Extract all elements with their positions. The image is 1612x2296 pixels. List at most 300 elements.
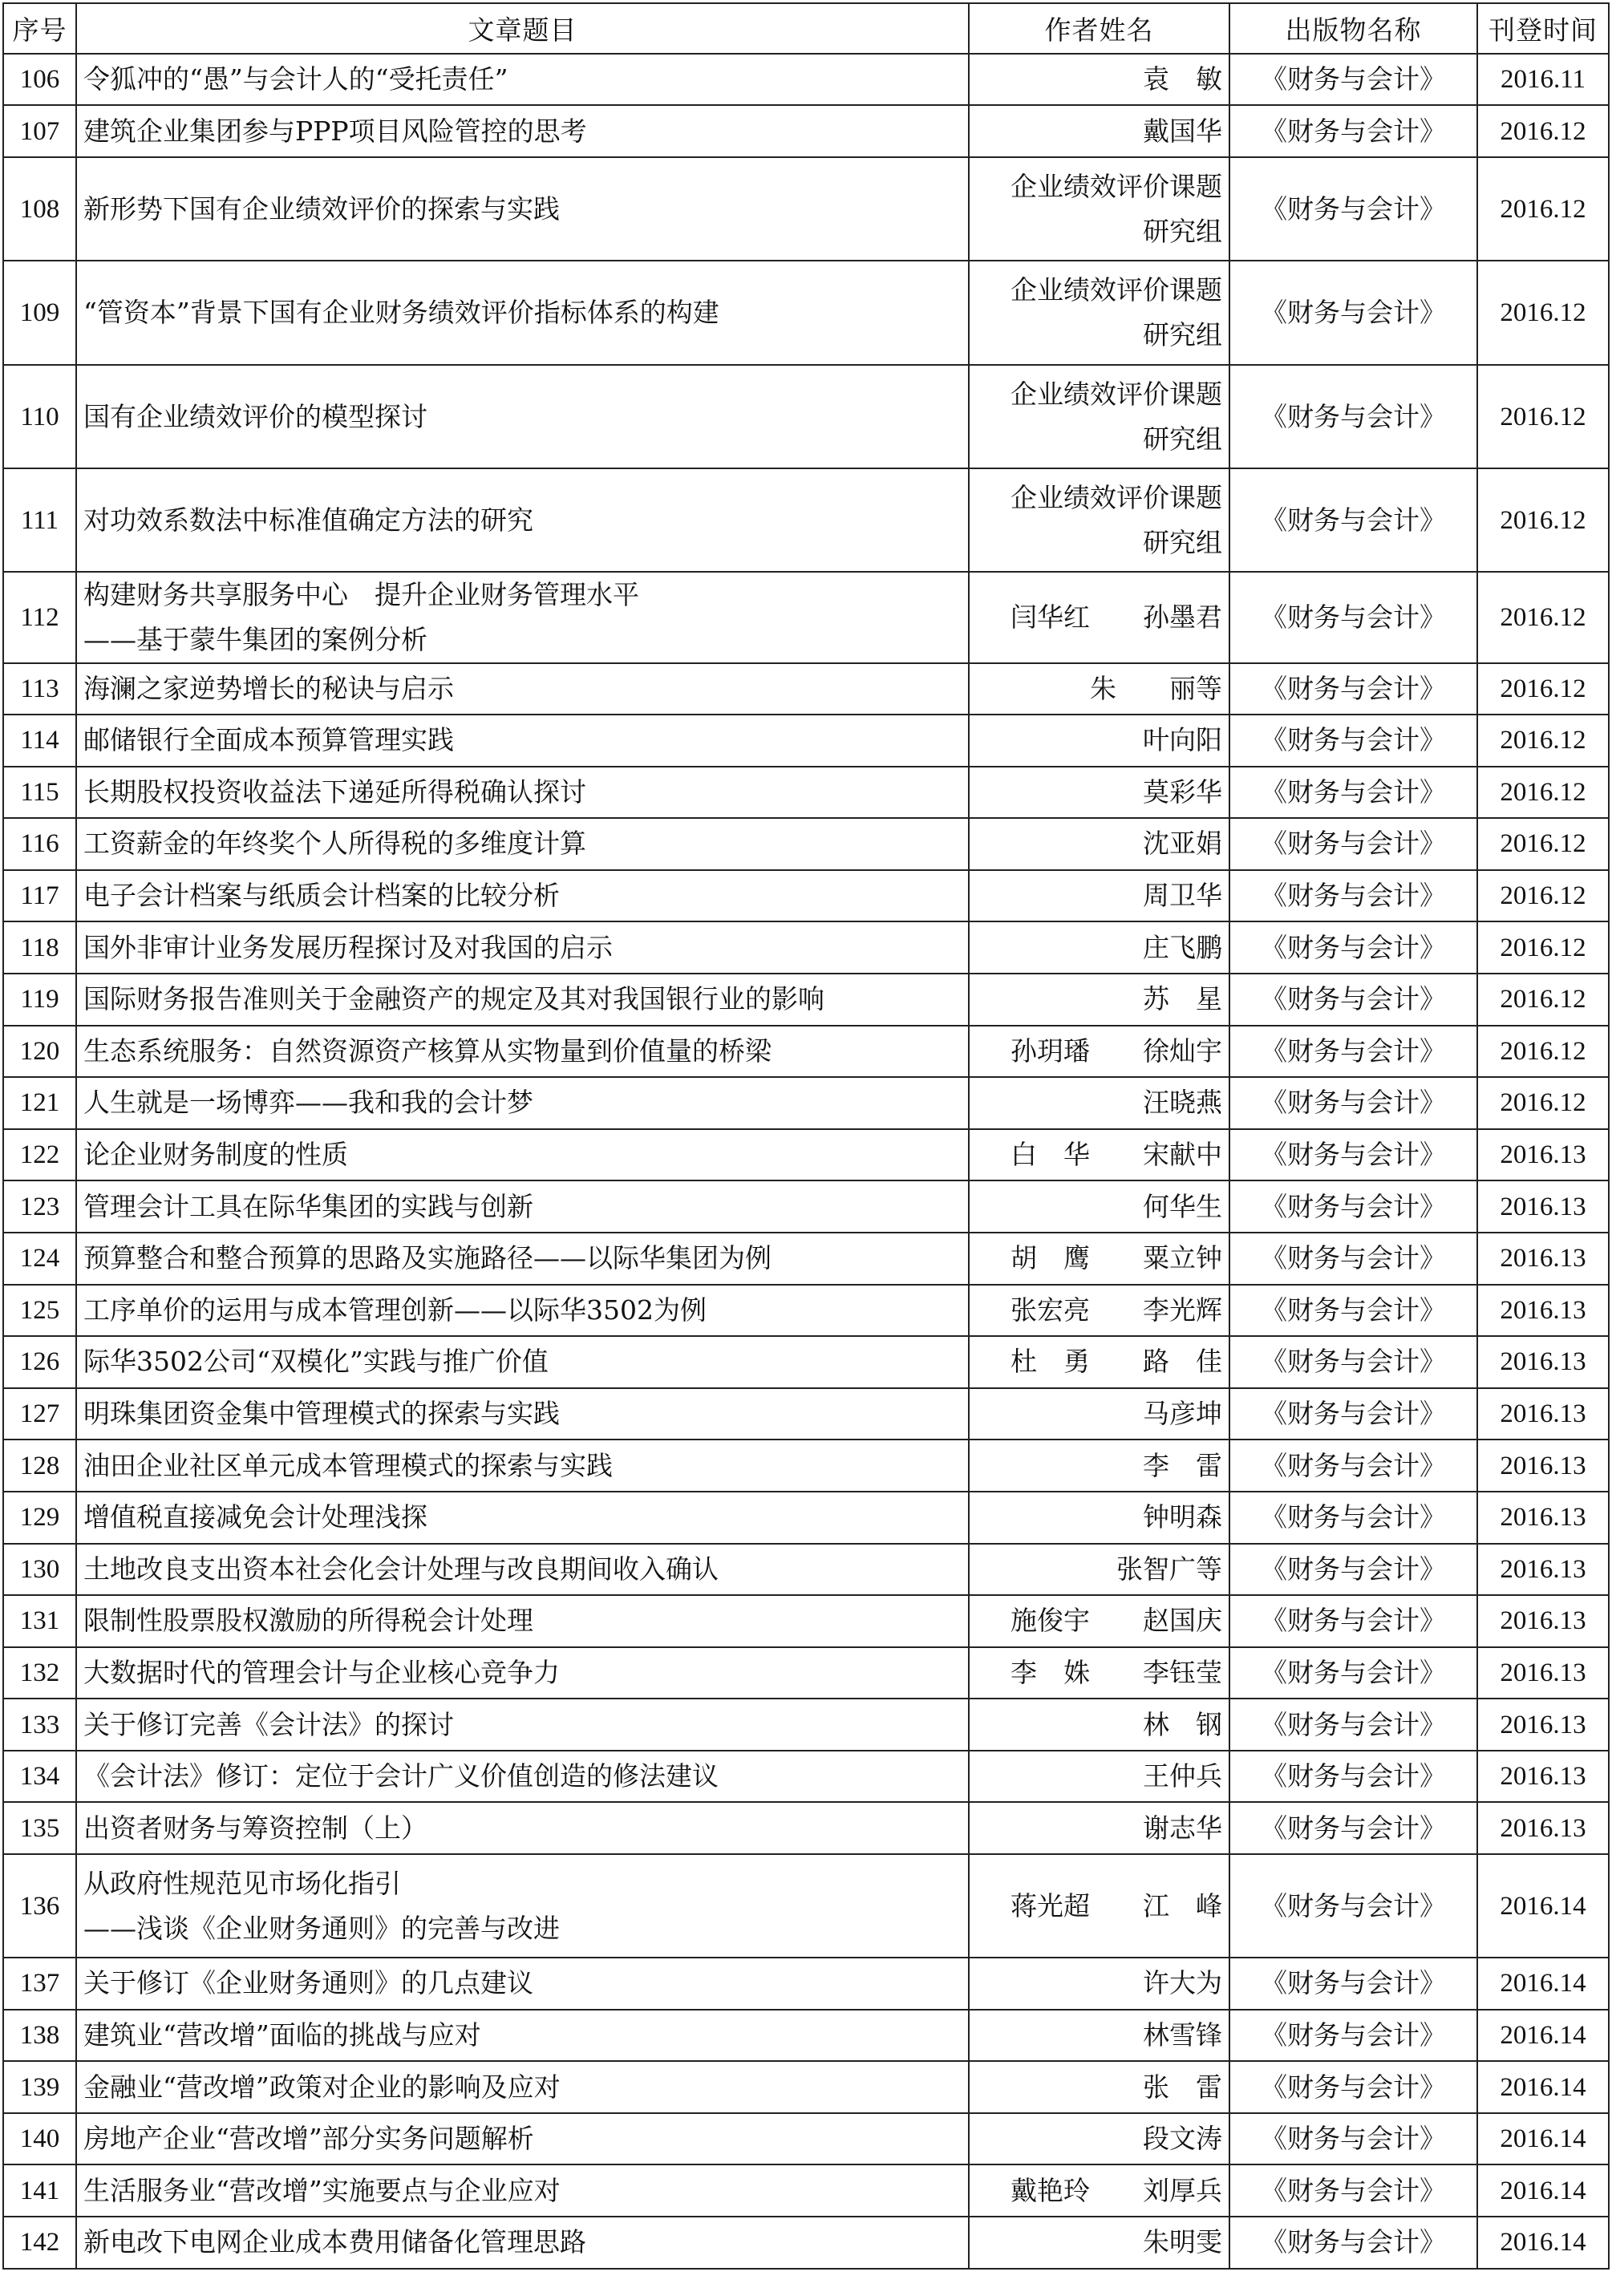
author-name-line: 叶向阳 [1143, 724, 1222, 756]
article-title-line: ——基于蒙牛集团的案例分析 [83, 624, 427, 655]
author-name [969, 572, 1229, 663]
author-name-line: 戴国华 [1143, 115, 1222, 147]
row-number: 122 [3, 1129, 76, 1181]
publish-date: 2016.11 [1477, 54, 1609, 105]
author-name [969, 1854, 1229, 1958]
author-name [969, 1544, 1229, 1596]
publication-name: 《财务与会计》 [1229, 1129, 1477, 1181]
article-title [76, 1699, 969, 1751]
article-title-line: 从政府性规范见市场化指引 [83, 1867, 401, 1899]
article-title-line: 工资薪金的年终奖个人所得税的多维度计算 [83, 828, 586, 860]
table-row [3, 1285, 1609, 1337]
article-title [76, 105, 969, 157]
article-title-line: 生态系统服务：自然资源资产核算从实物量到价值量的桥梁 [83, 1035, 772, 1067]
publish-date: 2016.13 [1477, 1699, 1609, 1751]
article-title-line: 对功效系数法中标准值确定方法的研究 [83, 504, 533, 536]
row-number: 125 [3, 1285, 76, 1337]
publish-date: 2016.12 [1477, 921, 1609, 974]
publish-date: 2016.12 [1477, 572, 1609, 663]
row-number: 131 [3, 1595, 76, 1647]
author-name [969, 54, 1229, 105]
author-name [969, 1233, 1229, 1285]
article-title [76, 1802, 969, 1854]
publish-date: 2016.12 [1477, 767, 1609, 819]
article-title [76, 1751, 969, 1803]
author-name [969, 1129, 1229, 1181]
publish-date: 2016.13 [1477, 1233, 1609, 1285]
header-row [3, 3, 1609, 54]
row-number: 115 [3, 767, 76, 819]
publish-date: 2016.14 [1477, 1958, 1609, 2010]
publish-date: 2016.13 [1477, 1129, 1609, 1181]
author-name-line: 林雪锋 [1143, 2019, 1222, 2051]
author-name-line: 段文涛 [1143, 2123, 1222, 2155]
table-row [3, 1595, 1609, 1647]
author-name [969, 663, 1229, 715]
article-title [76, 1492, 969, 1544]
publish-date: 2016.12 [1477, 365, 1609, 468]
publication-name: 《财务与会计》 [1229, 1544, 1477, 1596]
publication-name: 《财务与会计》 [1229, 2061, 1477, 2113]
row-number: 106 [3, 54, 76, 105]
publication-name: 《财务与会计》 [1229, 1285, 1477, 1337]
publish-date: 2016.14 [1477, 2217, 1609, 2269]
header-num: 序号 [3, 3, 76, 54]
table-row [3, 1802, 1609, 1854]
author-name-line: 企业绩效评价课题 [1011, 170, 1222, 202]
article-title-line: 建筑业“营改增”面临的挑战与应对 [83, 2019, 481, 2051]
table-row [3, 1129, 1609, 1181]
author-name-line: 朱 丽等 [1090, 673, 1222, 704]
author-name-line: 沈亚娟 [1143, 828, 1222, 860]
row-number: 139 [3, 2061, 76, 2113]
article-title-line: 预算整合和整合预算的思路及实施路径——以际华集团为例 [83, 1242, 772, 1274]
author-name [969, 1595, 1229, 1647]
article-title-line: 金融业“营改增”政策对企业的影响及应对 [83, 2071, 561, 2103]
article-title [76, 1595, 969, 1647]
author-name-line: 莫彩华 [1143, 775, 1222, 808]
row-number: 137 [3, 1958, 76, 2010]
table-row [3, 1492, 1609, 1544]
article-title [76, 715, 969, 767]
author-name-line: 研究组 [1143, 423, 1222, 455]
article-title-line: 论企业财务制度的性质 [83, 1139, 348, 1171]
table-row [3, 870, 1609, 922]
publish-date: 2016.12 [1477, 468, 1609, 572]
publication-name: 《财务与会计》 [1229, 2164, 1477, 2217]
author-name-line: 研究组 [1143, 526, 1222, 558]
row-number: 134 [3, 1751, 76, 1803]
publish-date: 2016.12 [1477, 261, 1609, 365]
article-title [76, 2164, 969, 2217]
article-title-line: 限制性股票股权激励的所得税会计处理 [83, 1605, 533, 1637]
table-row [3, 54, 1609, 105]
publish-date: 2016.14 [1477, 2010, 1609, 2062]
publish-date: 2016.13 [1477, 1492, 1609, 1544]
publication-name: 《财务与会计》 [1229, 105, 1477, 157]
publication-name: 《财务与会计》 [1229, 1492, 1477, 1544]
article-title [76, 870, 969, 922]
author-name [969, 1802, 1229, 1854]
article-title-line: 构建财务共享服务中心 提升企业财务管理水平 [83, 579, 639, 610]
author-name-line: 林 钢 [1143, 1708, 1222, 1740]
article-title [76, 1180, 969, 1233]
row-number: 136 [3, 1854, 76, 1958]
author-name [969, 1336, 1229, 1388]
author-name-line: 苏 星 [1143, 983, 1222, 1015]
author-name-line: 许大为 [1143, 1967, 1222, 1999]
table-row [3, 261, 1609, 365]
publication-name: 《财务与会计》 [1229, 1751, 1477, 1803]
article-title [76, 1854, 969, 1958]
author-name [969, 1077, 1229, 1129]
table-row [3, 2010, 1609, 2062]
row-number: 121 [3, 1077, 76, 1129]
publication-name: 《财务与会计》 [1229, 818, 1477, 870]
publication-name: 《财务与会计》 [1229, 663, 1477, 715]
publish-date: 2016.13 [1477, 1595, 1609, 1647]
author-name [969, 1647, 1229, 1699]
publication-name: 《财务与会计》 [1229, 572, 1477, 663]
row-number: 120 [3, 1026, 76, 1078]
author-name-line: 施俊宇 赵国庆 [1011, 1605, 1222, 1637]
publication-name: 《财务与会计》 [1229, 1440, 1477, 1492]
author-name-line: 汪晓燕 [1143, 1087, 1222, 1119]
author-name [969, 1026, 1229, 1078]
article-title [76, 261, 969, 365]
publish-date: 2016.13 [1477, 1180, 1609, 1233]
row-number: 113 [3, 663, 76, 715]
article-title-line: 海澜之家逆势增长的秘诀与启示 [83, 673, 454, 704]
publication-name: 《财务与会计》 [1229, 767, 1477, 819]
publication-name: 《财务与会计》 [1229, 1958, 1477, 2010]
table-row [3, 921, 1609, 974]
author-name-line: 张智广等 [1116, 1553, 1222, 1585]
author-name [969, 1388, 1229, 1440]
author-name-line: 张宏亮 李光辉 [1011, 1294, 1222, 1326]
publication-name: 《财务与会计》 [1229, 2113, 1477, 2165]
table-row [3, 1388, 1609, 1440]
author-name-line: 研究组 [1143, 319, 1222, 350]
author-name [969, 2010, 1229, 2062]
article-title-line: 明珠集团资金集中管理模式的探索与实践 [83, 1398, 560, 1430]
article-title-line: “管资本”背景下国有企业财务绩效评价指标体系的构建 [83, 297, 719, 328]
table-row [3, 974, 1609, 1026]
author-name [969, 105, 1229, 157]
row-number: 123 [3, 1180, 76, 1233]
publish-date: 2016.12 [1477, 818, 1609, 870]
author-name [969, 1492, 1229, 1544]
author-name-line: 白 华 宋献中 [1011, 1139, 1222, 1171]
table-row [3, 1854, 1609, 1958]
publication-name: 《财务与会计》 [1229, 1077, 1477, 1129]
author-name-line: 马彦坤 [1143, 1398, 1222, 1430]
article-title-line: 房地产企业“营改增”部分实务问题解析 [83, 2123, 534, 2155]
row-number: 116 [3, 818, 76, 870]
author-name-line: 张 雷 [1143, 2071, 1222, 2103]
row-number: 110 [3, 365, 76, 468]
row-number: 109 [3, 261, 76, 365]
table-row [3, 572, 1609, 663]
author-name-line: 李 姝 李钰莹 [1011, 1656, 1222, 1688]
publish-date: 2016.13 [1477, 1544, 1609, 1596]
author-name-line: 企业绩效评价课题 [1011, 274, 1222, 306]
publish-date: 2016.12 [1477, 157, 1609, 261]
publication-name: 《财务与会计》 [1229, 157, 1477, 261]
publish-date: 2016.14 [1477, 1854, 1609, 1958]
article-title-line: 管理会计工具在际华集团的实践与创新 [83, 1190, 533, 1222]
header-title: 文章题目 [76, 3, 969, 54]
publication-name: 《财务与会计》 [1229, 921, 1477, 974]
author-name-line: 企业绩效评价课题 [1011, 481, 1222, 513]
article-title [76, 921, 969, 974]
publish-date: 2016.13 [1477, 1336, 1609, 1388]
author-name-line: 研究组 [1143, 215, 1222, 247]
article-title [76, 1336, 969, 1388]
publish-date: 2016.12 [1477, 870, 1609, 922]
article-title [76, 1388, 969, 1440]
article-title [76, 1077, 969, 1129]
author-name-line: 袁 敏 [1143, 63, 1222, 95]
article-title [76, 157, 969, 261]
publication-name: 《财务与会计》 [1229, 1026, 1477, 1078]
row-number: 130 [3, 1544, 76, 1596]
article-title [76, 365, 969, 468]
author-name-line: 庄飞鹏 [1143, 931, 1222, 963]
table-row [3, 157, 1609, 261]
publication-name: 《财务与会计》 [1229, 54, 1477, 105]
article-title-line: 新电改下电网企业成本费用储备化管理思路 [83, 2226, 586, 2258]
article-title-line: 邮储银行全面成本预算管理实践 [83, 724, 454, 756]
table-row [3, 2113, 1609, 2165]
publication-name: 《财务与会计》 [1229, 715, 1477, 767]
publication-name: 《财务与会计》 [1229, 1699, 1477, 1751]
author-name [969, 818, 1229, 870]
author-name-line: 谢志华 [1143, 1812, 1222, 1844]
author-name-line: 王仲兵 [1143, 1760, 1222, 1792]
author-name-line: 朱明雯 [1143, 2226, 1222, 2258]
publication-name: 《财务与会计》 [1229, 1595, 1477, 1647]
article-title-line: 工序单价的运用与成本管理创新——以际华3502为例 [83, 1294, 707, 1326]
row-number: 135 [3, 1802, 76, 1854]
article-title [76, 468, 969, 572]
article-title-line: 增值税直接减免会计处理浅探 [83, 1501, 427, 1533]
author-name-line: 胡 鹰 粟立钟 [1011, 1242, 1222, 1274]
author-name [969, 767, 1229, 819]
publish-date: 2016.12 [1477, 1026, 1609, 1078]
article-title [76, 663, 969, 715]
author-name [969, 1180, 1229, 1233]
table-body [3, 54, 1609, 2269]
publish-date: 2016.12 [1477, 663, 1609, 715]
author-name-line: 周卫华 [1143, 880, 1222, 912]
article-index-table [2, 2, 1610, 2270]
publish-date: 2016.13 [1477, 1285, 1609, 1337]
row-number: 107 [3, 105, 76, 157]
author-name-line: 蒋光超 江 峰 [1011, 1889, 1222, 1921]
row-number: 108 [3, 157, 76, 261]
article-title-line: 《会计法》修订：定位于会计广义价值创造的修法建议 [83, 1760, 719, 1792]
author-name [969, 1958, 1229, 2010]
table-row [3, 1026, 1609, 1078]
article-title-line: ——浅谈《企业财务通则》的完善与改进 [83, 1912, 560, 1944]
publication-name: 《财务与会计》 [1229, 1854, 1477, 1958]
author-name-line: 闫华红 孙墨君 [1011, 601, 1222, 633]
table-row [3, 468, 1609, 572]
article-title [76, 767, 969, 819]
row-number: 127 [3, 1388, 76, 1440]
header-date: 刊登时间 [1477, 3, 1609, 54]
article-title-line: 电子会计档案与纸质会计档案的比较分析 [83, 880, 560, 912]
table-row [3, 663, 1609, 715]
publish-date: 2016.12 [1477, 715, 1609, 767]
publish-date: 2016.13 [1477, 1802, 1609, 1854]
article-title-line: 令狐冲的“愚”与会计人的“受托责任” [83, 63, 508, 95]
publish-date: 2016.13 [1477, 1751, 1609, 1803]
publish-date: 2016.12 [1477, 1077, 1609, 1129]
publication-name: 《财务与会计》 [1229, 2010, 1477, 2062]
author-name [969, 1751, 1229, 1803]
author-name [969, 1440, 1229, 1492]
article-title-line: 建筑企业集团参与PPP项目风险管控的思考 [83, 115, 587, 147]
row-number: 129 [3, 1492, 76, 1544]
row-number: 133 [3, 1699, 76, 1751]
article-title [76, 1647, 969, 1699]
row-number: 114 [3, 715, 76, 767]
publication-name: 《财务与会计》 [1229, 1802, 1477, 1854]
row-number: 112 [3, 572, 76, 663]
publication-name: 《财务与会计》 [1229, 468, 1477, 572]
article-title-line: 生活服务业“营改增”实施要点与企业应对 [83, 2174, 561, 2206]
article-title [76, 2010, 969, 2062]
publication-name: 《财务与会计》 [1229, 974, 1477, 1026]
article-title [76, 2113, 969, 2165]
author-name-line: 孙玥璠 徐灿宇 [1011, 1035, 1222, 1067]
author-name [969, 2217, 1229, 2269]
table-row [3, 365, 1609, 468]
article-title [76, 2061, 969, 2113]
article-title-line: 油田企业社区单元成本管理模式的探索与实践 [83, 1449, 613, 1481]
table-row [3, 1233, 1609, 1285]
row-number: 117 [3, 870, 76, 922]
publication-name: 《财务与会计》 [1229, 1180, 1477, 1233]
article-title [76, 54, 969, 105]
header-publication: 出版物名称 [1229, 3, 1477, 54]
article-title [76, 1958, 969, 2010]
article-title-line: 关于修订《企业财务通则》的几点建议 [83, 1967, 533, 1999]
author-name [969, 365, 1229, 468]
article-title-line: 新形势下国有企业绩效评价的探索与实践 [83, 192, 560, 225]
article-title-line: 关于修订完善《会计法》的探讨 [83, 1708, 454, 1740]
row-number: 132 [3, 1647, 76, 1699]
article-title [76, 572, 969, 663]
table-row [3, 105, 1609, 157]
author-name-line: 戴艳玲 刘厚兵 [1011, 2174, 1222, 2206]
table-row [3, 1077, 1609, 1129]
author-name [969, 2164, 1229, 2217]
author-name [969, 715, 1229, 767]
author-name [969, 261, 1229, 365]
table-row [3, 1336, 1609, 1388]
publication-name: 《财务与会计》 [1229, 1388, 1477, 1440]
publication-name: 《财务与会计》 [1229, 261, 1477, 365]
article-title-line: 大数据时代的管理会计与企业核心竞争力 [83, 1656, 560, 1688]
article-title [76, 2217, 969, 2269]
author-name [969, 468, 1229, 572]
article-title [76, 1026, 969, 1078]
article-title-line: 人生就是一场博弈——我和我的会计梦 [83, 1087, 533, 1119]
row-number: 142 [3, 2217, 76, 2269]
table-row [3, 2164, 1609, 2217]
publish-date: 2016.13 [1477, 1647, 1609, 1699]
article-title [76, 1129, 969, 1181]
publish-date: 2016.13 [1477, 1388, 1609, 1440]
row-number: 119 [3, 974, 76, 1026]
article-title-line: 出资者财务与筹资控制（上） [83, 1812, 427, 1844]
row-number: 124 [3, 1233, 76, 1285]
author-name-line: 李 雷 [1143, 1449, 1222, 1481]
row-number: 111 [3, 468, 76, 572]
author-name [969, 157, 1229, 261]
author-name [969, 1699, 1229, 1751]
table-row [3, 1180, 1609, 1233]
article-title [76, 818, 969, 870]
row-number: 138 [3, 2010, 76, 2062]
author-name-line: 杜 勇 路 佳 [1011, 1346, 1222, 1378]
author-name [969, 870, 1229, 922]
article-title-line: 长期股权投资收益法下递延所得税确认探讨 [83, 775, 586, 808]
publish-date: 2016.12 [1477, 974, 1609, 1026]
author-name-line: 钟明森 [1143, 1501, 1222, 1533]
article-title [76, 1233, 969, 1285]
table-row [3, 1647, 1609, 1699]
article-title-line: 国外非审计业务发展历程探讨及对我国的启示 [83, 931, 613, 963]
row-number: 118 [3, 921, 76, 974]
author-name [969, 2061, 1229, 2113]
table-row [3, 2061, 1609, 2113]
table-row [3, 818, 1609, 870]
publication-name: 《财务与会计》 [1229, 1233, 1477, 1285]
publish-date: 2016.14 [1477, 2113, 1609, 2165]
row-number: 126 [3, 1336, 76, 1388]
author-name [969, 1285, 1229, 1337]
article-title-line: 国有企业绩效评价的模型探讨 [83, 400, 427, 432]
table-row [3, 1751, 1609, 1803]
article-title [76, 1544, 969, 1596]
article-title [76, 974, 969, 1026]
article-title [76, 1285, 969, 1337]
article-title [76, 1440, 969, 1492]
table-row [3, 1699, 1609, 1751]
publication-name: 《财务与会计》 [1229, 1336, 1477, 1388]
publish-date: 2016.13 [1477, 1440, 1609, 1492]
author-name [969, 2113, 1229, 2165]
author-name-line: 何华生 [1143, 1190, 1222, 1222]
row-number: 128 [3, 1440, 76, 1492]
row-number: 141 [3, 2164, 76, 2217]
author-name [969, 974, 1229, 1026]
article-title-line: 土地改良支出资本社会化会计处理与改良期间收入确认 [83, 1553, 719, 1585]
table-row [3, 715, 1609, 767]
table-row [3, 767, 1609, 819]
author-name [969, 921, 1229, 974]
author-name-line: 企业绩效评价课题 [1011, 378, 1222, 410]
table-row [3, 2217, 1609, 2269]
publish-date: 2016.14 [1477, 2061, 1609, 2113]
table-row [3, 1544, 1609, 1596]
table-row [3, 1958, 1609, 2010]
publish-date: 2016.12 [1477, 105, 1609, 157]
